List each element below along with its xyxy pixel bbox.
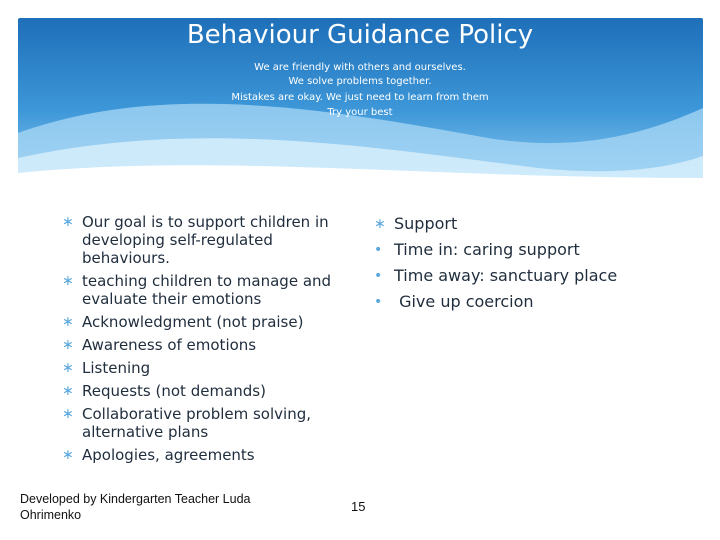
list-item: ∗ Support — [374, 214, 458, 233]
motto-line: We solve problems together. — [288, 76, 432, 87]
list-item: ∗ Awareness of emotions — [62, 336, 257, 354]
asterisk-bullet-icon: ∗ — [62, 273, 74, 289]
motto-line: Try your best — [327, 107, 393, 118]
list-item: ∗ Requests (not demands) — [62, 382, 266, 400]
asterisk-bullet-icon: ∗ — [62, 337, 74, 353]
asterisk-bullet-icon: ∗ — [62, 314, 74, 330]
list-item: ∗ Listening — [62, 359, 151, 377]
asterisk-bullet-icon: ∗ — [62, 214, 74, 230]
list-item: • Give up coercion — [374, 292, 534, 311]
dot-bullet-icon: • — [374, 294, 383, 310]
right-bullet-list — [374, 214, 674, 318]
dot-bullet-icon: • — [374, 242, 383, 258]
motto-line: Mistakes are okay. We just need to learn from them — [231, 92, 489, 103]
left-bullet-list — [62, 213, 362, 469]
asterisk-bullet-icon: ∗ — [374, 216, 386, 232]
list-item: ∗ Acknowledgment (not praise) — [62, 313, 304, 331]
list-item: ∗ Our goal is to support children in developing self-regulated behaviours. — [62, 213, 329, 267]
dot-bullet-icon: • — [374, 268, 383, 284]
asterisk-bullet-icon: ∗ — [62, 360, 74, 376]
asterisk-bullet-icon: ∗ — [62, 406, 74, 422]
list-item: ∗ Apologies, agreements — [62, 446, 255, 464]
list-item: • Time in: caring support — [374, 240, 580, 259]
page-number: 15 — [351, 499, 366, 514]
asterisk-bullet-icon: ∗ — [62, 447, 74, 463]
author-credit: Developed by Kindergarten Teacher Luda Ohrimenko — [20, 492, 251, 522]
asterisk-bullet-icon: ∗ — [62, 383, 74, 399]
list-item: ∗ teaching children to manage and evaluate their emotions — [62, 272, 332, 308]
list-item: ∗ Collaborative problem solving, alternative plans — [62, 405, 311, 441]
motto-line: We are friendly with others and ourselves. — [254, 62, 466, 73]
page-title: Behaviour Guidance Policy — [186, 20, 534, 50]
list-item: • Time away: sanctuary place — [374, 266, 618, 285]
